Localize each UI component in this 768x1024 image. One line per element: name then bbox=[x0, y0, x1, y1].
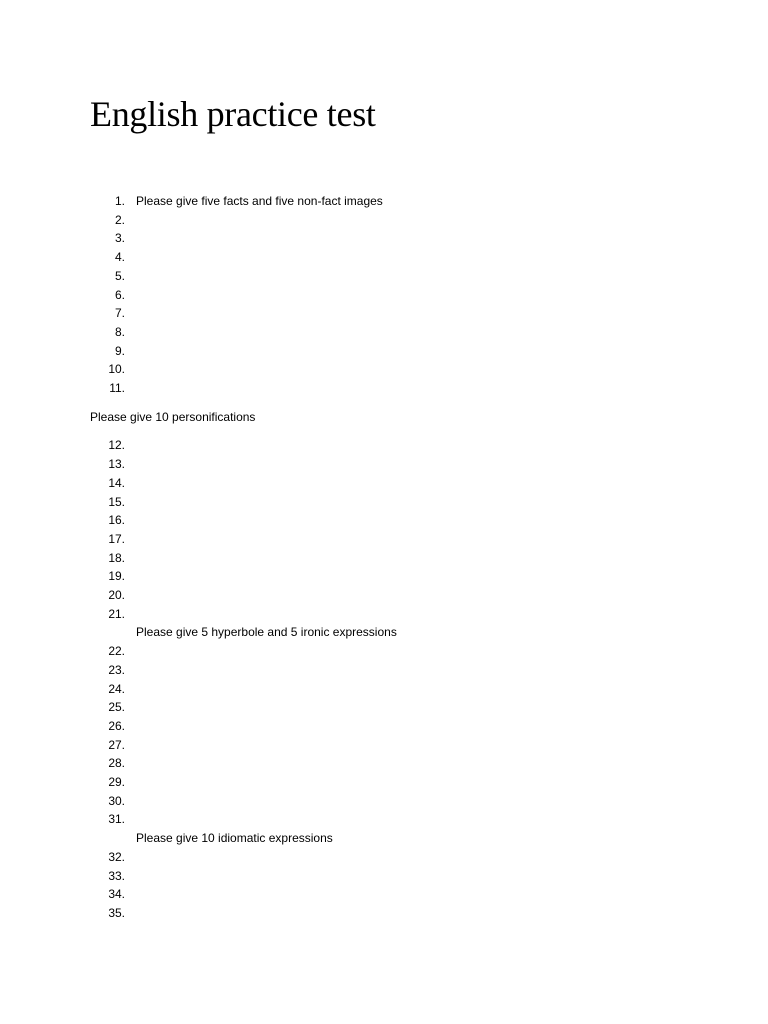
list-item-number: 32. bbox=[108, 849, 125, 864]
list-item-number: 18. bbox=[108, 550, 125, 565]
list-item-number: 20. bbox=[108, 588, 125, 602]
list-item-number: 30. bbox=[108, 793, 125, 808]
list-item-number: 26. bbox=[108, 718, 125, 733]
list-item-number: 7. bbox=[114, 306, 125, 321]
section-prompt: Please give 10 idiomatic expressions bbox=[136, 831, 333, 846]
list-item-number: 3. bbox=[114, 231, 125, 246]
list-item-number: 11. bbox=[109, 381, 125, 395]
list-item-number: 13. bbox=[108, 457, 125, 472]
list-item-number: 16. bbox=[108, 513, 125, 528]
list-item-number: 28. bbox=[108, 756, 125, 771]
list-item-number: 34. bbox=[108, 887, 125, 902]
list-item-number: 12. bbox=[108, 438, 125, 453]
section-prompt: Please give five facts and five non-fact images bbox=[136, 194, 383, 208]
list-item-number: 23. bbox=[108, 662, 125, 677]
list-item-number: 15. bbox=[108, 494, 125, 509]
list-item-number: 21. bbox=[108, 606, 125, 621]
list-item-number: 24. bbox=[108, 681, 125, 696]
list-item-number: 8. bbox=[114, 324, 125, 339]
list-item-number: 1. bbox=[114, 194, 125, 208]
list-item-number: 14. bbox=[108, 475, 125, 490]
list-item-number: 33. bbox=[108, 868, 125, 883]
list-item-number: 31. bbox=[108, 812, 125, 827]
list-item-number: 19. bbox=[108, 569, 125, 584]
list-item-number: 22. bbox=[108, 644, 125, 659]
list-item-number: 2. bbox=[114, 212, 125, 227]
list-item-number: 10. bbox=[108, 362, 125, 377]
list-item-number: 4. bbox=[114, 250, 125, 265]
section-prompt: Please give 10 personifications bbox=[90, 409, 256, 424]
section-prompt: Please give 5 hyperbole and 5 ironic expressions bbox=[136, 625, 397, 640]
list-item-number: 17. bbox=[108, 531, 125, 546]
list-item-number: 9. bbox=[114, 343, 125, 358]
list-item-number: 35. bbox=[108, 905, 125, 920]
list-item-number: 29. bbox=[108, 775, 125, 789]
list-item-number: 25. bbox=[108, 700, 125, 715]
list-item-number: 6. bbox=[114, 287, 125, 302]
list-item-number: 5. bbox=[114, 268, 125, 283]
page-title: English practice test bbox=[90, 94, 376, 134]
list-item-number: 27. bbox=[108, 737, 125, 752]
